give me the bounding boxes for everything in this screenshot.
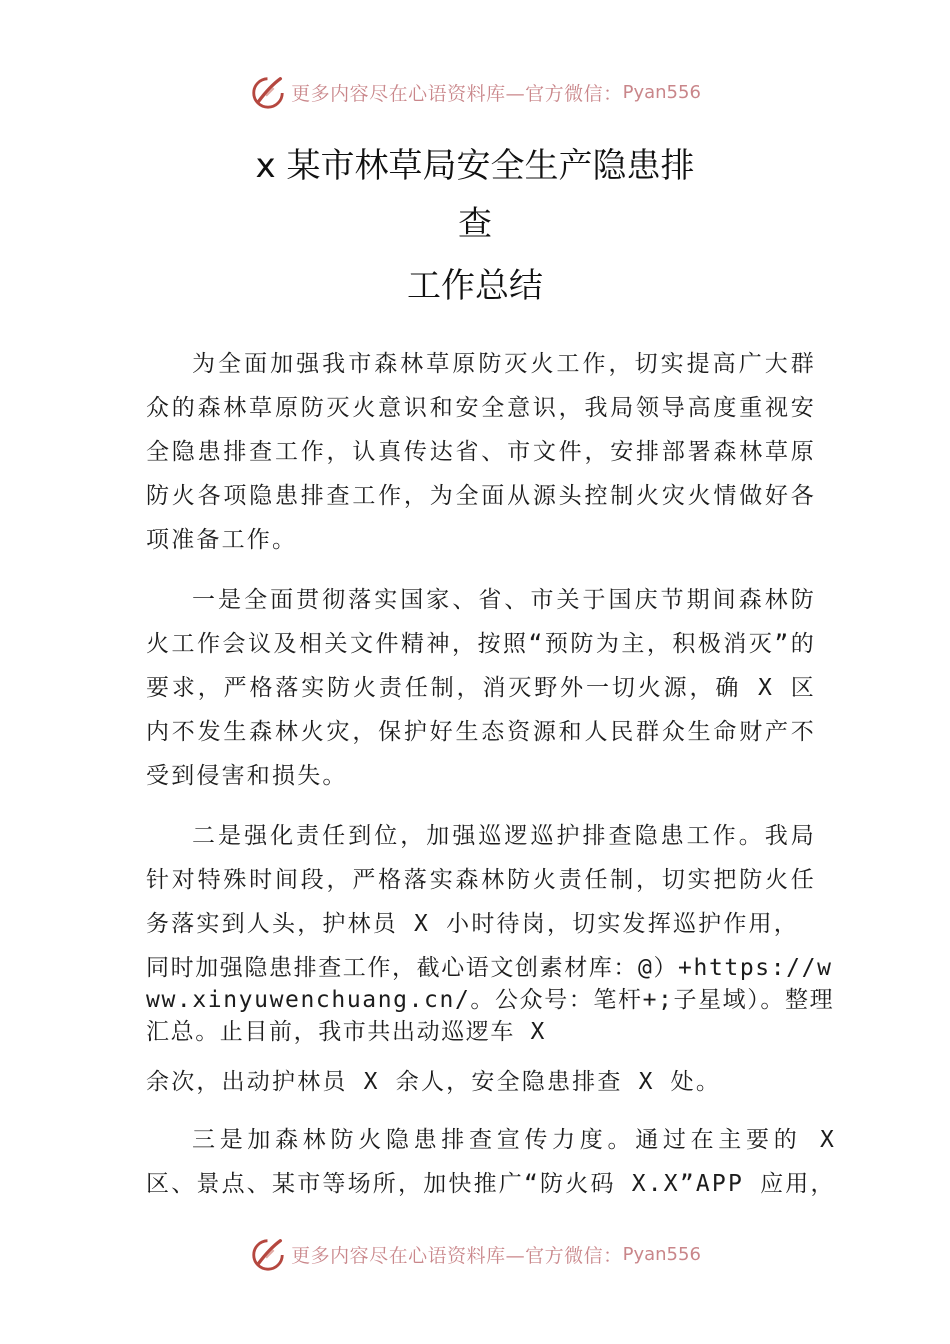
banner-wechat-id: Pyan556 bbox=[622, 1243, 701, 1265]
paragraph-intro: 为全面加强我市森林草原防灭火工作，切实提高广大群众的森林草原防灭火意识和安全意识，我局领导高度重视安全隐患排查工作，认真传达省、市文件，安排部署森林草原防火各项隐患排查工作，为全面从源头控制火灾火情做好各项准备工作。 bbox=[146, 351, 816, 553]
banner-wechat-id: Pyan556 bbox=[622, 81, 701, 103]
banner-text: 更多内容尽在心语资料库—官方微信： bbox=[291, 1244, 623, 1267]
paragraph-point-two-stats: 余次，出动护林员 X 余人，安全隐患排查 X 处。 bbox=[146, 1069, 722, 1095]
paragraph-point-two-continued: 同时加强隐患排查工作，截心语文创素材库：@）+https://www.xinyuwenchuang.cn/。公众号：笔杆+;子星域）。整理汇总。止目前，我市共出动巡逻车 X bbox=[146, 955, 835, 1045]
paragraph-point-one: 一是全面贯彻落实国家、省、市关于国庆节期间森林防火工作会议及相关文件精神，按照“预防为主，积极消灭”的要求，严格落实防火责任制，消灭野外一切火源，确 X 区内不发生森林火灾，保护好生态资源和人民群众生命财产不受到侵害和损失。 bbox=[146, 587, 816, 789]
footer-watermark-banner bbox=[0, 1234, 950, 1274]
header-watermark-banner bbox=[0, 72, 950, 112]
paragraph-point-three: 三是加森林防火隐患排查宣传力度。通过在主要的 X 区、景点、某市等场所，加快推广“防火码 X.X”APP 应用， bbox=[146, 1127, 836, 1197]
document-title-line-3: 工作总结 bbox=[407, 266, 543, 306]
paragraph-point-two: 二是强化责任到位，加强巡逻巡护排查隐患工作。我局针对特殊时间段，严格落实森林防火责任制，切实把防火任务落实到人头，护林员 X 小时待岗，切实发挥巡护作用， bbox=[146, 823, 816, 937]
document-title-line-1: x 某市林草局安全生产隐患排 bbox=[255, 146, 695, 186]
banner-text: 更多内容尽在心语资料库—官方微信： bbox=[291, 82, 623, 105]
brand-logo-icon bbox=[249, 73, 287, 111]
document-title-line-2: 查 bbox=[458, 204, 492, 244]
brand-logo-icon bbox=[249, 1235, 287, 1273]
